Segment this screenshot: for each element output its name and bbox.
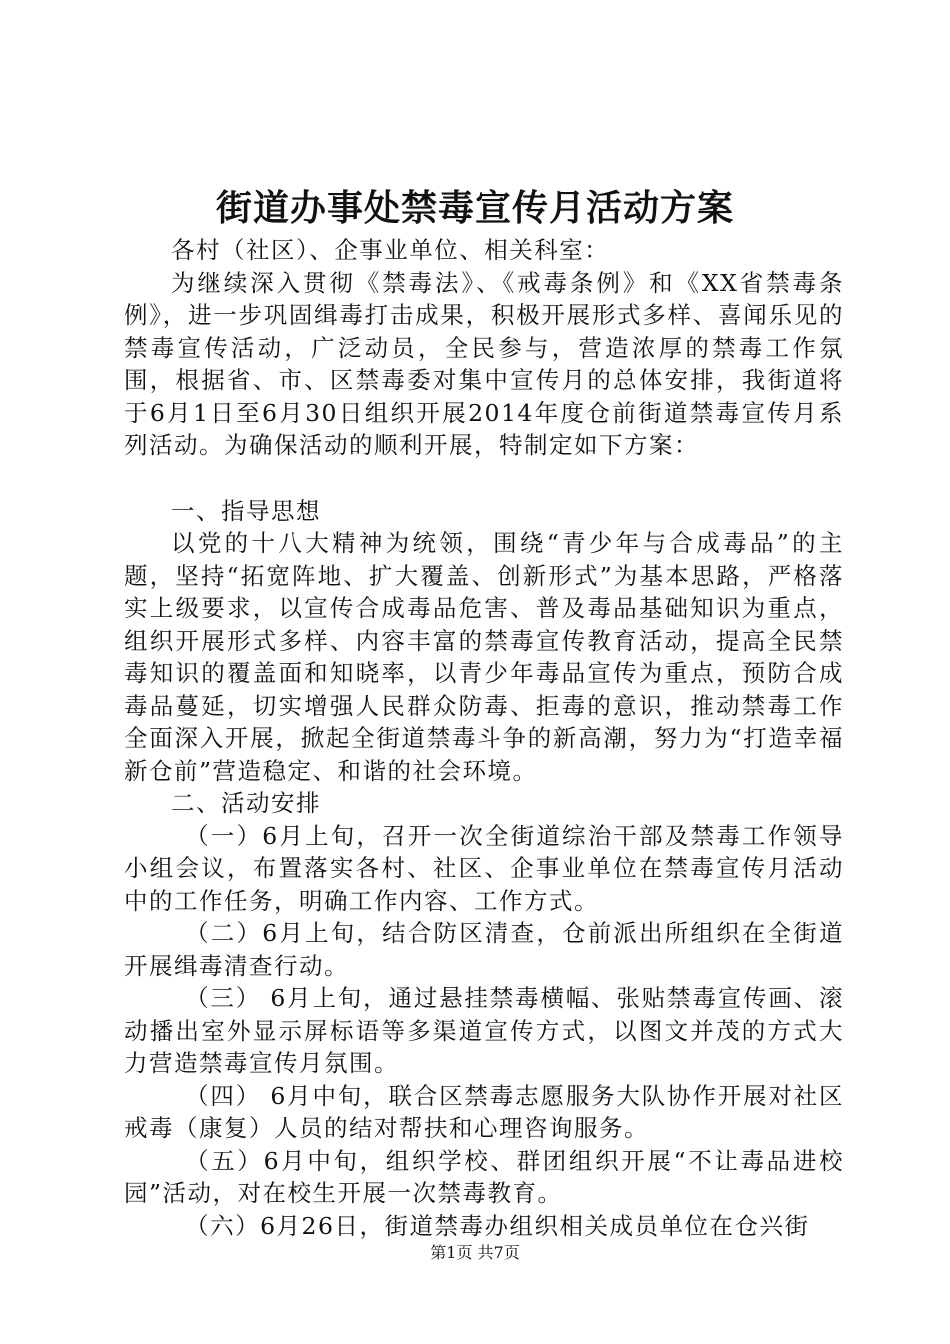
- document-title: 街道办事处禁毒宣传月活动方案: [215, 187, 734, 229]
- document-body: [124, 234, 844, 1242]
- activity-item-6: （六）6月26日，街道禁毒办组织相关成员单位在仓兴街: [185, 1211, 810, 1240]
- intro-paragraph: 为继续深入贯彻《禁毒法》、《戒毒条例》和《XX省禁毒条例》，进一步巩固缉毒打击成果，积极开展形式多样、喜闻乐见的禁毒宣传活动，广泛动员，全民参与，营造浓厚的禁毒工作氛围，根据省、市、区禁毒委对集中宣传月的总体安排，我街道将于6月1日至6月30日组织开展2014年度仓前街道禁毒宣传月系列活动。为确保活动的顺利开展，特制定如下方案：: [124, 268, 844, 459]
- paragraph-gap: [124, 462, 844, 495]
- salutation: 各村（社区）、企事业单位、相关科室：: [171, 236, 610, 264]
- activity-item-1: （一）6月上旬，召开一次全街道综治干部及禁毒工作领导小组会议，布置落实各村、社区、企事业单位在禁毒宣传月活动中的工作任务，明确工作内容、工作方式。: [124, 821, 844, 915]
- section-body-guiding-ideology: 以党的十八大精神为统领，围绕“青少年与合成毒品”的主题，坚持“拓宽阵地、扩大覆盖、创新形式”为基本思路，严格落实上级要求，以宣传合成毒品危害、普及毒品基础知识为重点，组织开展形式多样、内容丰富的禁毒宣传教育活动，提高全民禁毒知识的覆盖面和知晓率，以青少年毒品宣传为重点，预防合成毒品蔓延，切实增强人民群众防毒、拒毒的意识，推动禁毒工作全面深入开展，掀起全街道禁毒斗争的新高潮，努力为“打造幸福新仓前”营造稳定、和谐的社会环境。: [124, 529, 844, 785]
- page-number: 第1页 共7页: [430, 1243, 520, 1262]
- activity-item-2: （二）6月上旬，结合防区清查，仓前派出所组织在全街道开展缉毒清查行动。: [124, 919, 844, 980]
- page-footer: [0, 1243, 950, 1263]
- section-heading-activity-arrangement: 二、活动安排: [171, 789, 321, 817]
- activity-item-5: （五）6月中旬，组织学校、群团组织开展“不让毒品进校园”活动，对在校生开展一次禁毒教育。: [124, 1146, 844, 1207]
- activity-item-3: （三） 6月上旬，通过悬挂禁毒横幅、张贴禁毒宣传画、滚动播出室外显示屏标语等多渠道宣传方式，以图文并茂的方式大力营造禁毒宣传月氛围。: [124, 984, 844, 1077]
- activity-item-4: （四） 6月中旬，联合区禁毒志愿服务大队协作开展对社区戒毒（康复）人员的结对帮扶和心理咨询服务。: [124, 1081, 844, 1142]
- section-heading-guiding-ideology: 一、指导思想: [171, 496, 321, 525]
